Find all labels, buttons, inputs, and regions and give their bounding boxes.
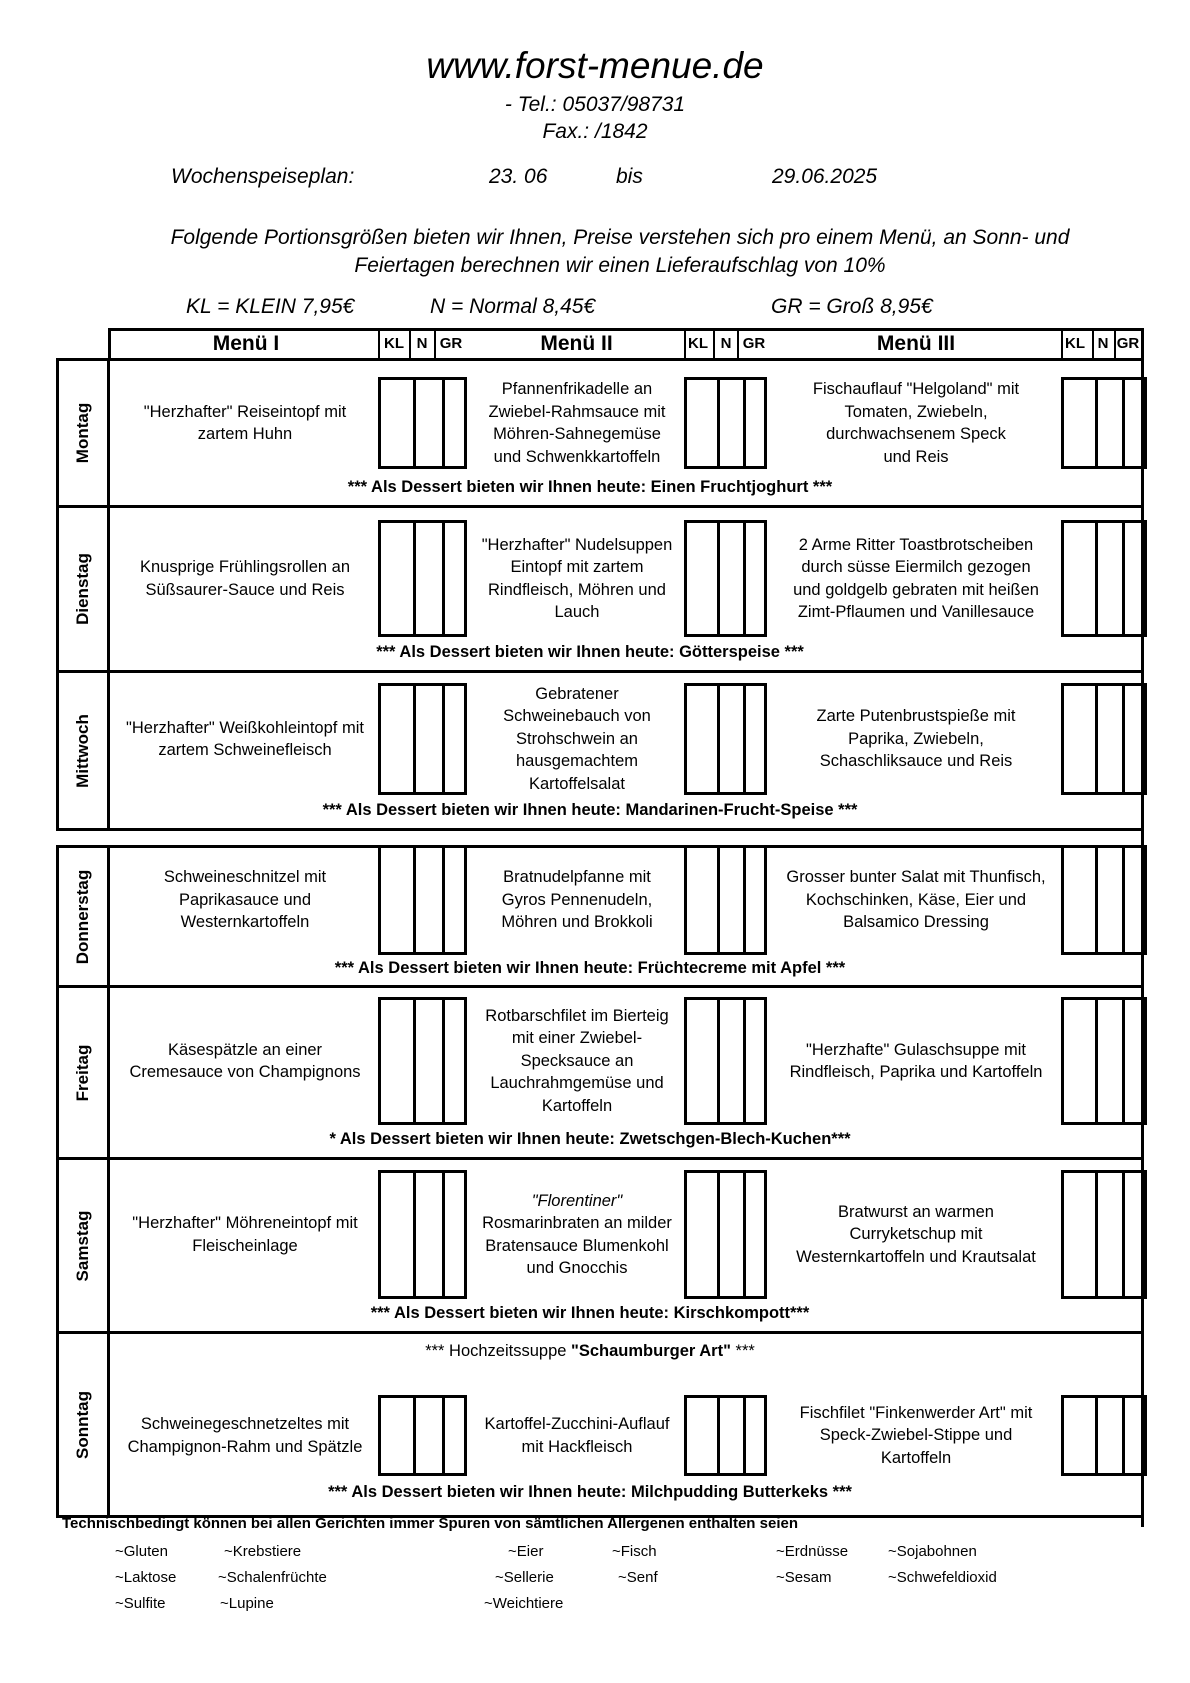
day-label-montag [58,361,107,505]
allergen-item: ~Laktose [115,1569,177,1586]
order-boxes-menu-2[interactable] [684,1170,767,1299]
order-box-divider [717,848,720,952]
day-name: Dienstag [72,553,92,625]
order-box-divider [1122,848,1125,952]
order-box-divider [1095,686,1098,792]
order-boxes-menu-2[interactable] [684,520,767,637]
dish-menu-2: Rotbarschfilet im Bierteig mit einer Zwiebel- Specksauce an Lauchrahmgemüse und Kartoffeln [485,1006,669,1115]
column-gr-3: GR [1116,335,1140,352]
column-menu-1: Menü I [212,332,280,355]
order-box-divider [743,848,746,952]
order-box-divider [442,1173,445,1296]
order-box-divider [413,848,416,952]
plan-label: Wochenspeiseplan: [171,165,355,188]
row-bottom-rule [56,828,1144,831]
day-label-dienstag [58,508,107,670]
dish-menu-3: 2 Arme Ritter Toastbrotscheiben durch süsse Eiermilch gezogen und goldgelb gebraten mit heißen Zimt-Pflaumen und Vanillesauce [793,535,1039,621]
order-box-divider [1122,1000,1125,1122]
order-box-divider [413,1398,416,1473]
allergen-item: ~Erdnüsse [776,1543,849,1560]
order-box-divider [743,686,746,792]
order-box-divider [442,523,445,634]
size-gross: GR = Groß 8,95€ [771,295,933,318]
allergen-item: ~Lupine [220,1595,274,1612]
allergen-item: ~Schwefeldioxid [888,1569,997,1586]
order-box-divider [442,1398,445,1473]
dish-menu-3: "Herzhafte" Gulaschsuppe mit Rindfleisch, Paprika und Kartoffeln [789,1040,1043,1081]
column-gr-1: GR [439,335,463,352]
dish-menu-1: Knusprige Frühlingsrollen an Süßsaurer-Sauce und Reis [139,558,351,599]
special-suffix: *** [730,1342,755,1360]
dessert-line: * Als Dessert bieten wir Ihnen heute: Zwetschgen-Blech-Kuchen*** [329,1130,851,1148]
column-kl-3: KL [1065,335,1085,352]
allergen-item: ~Sojabohnen [888,1543,977,1560]
allergen-item: ~Fisch [612,1543,657,1560]
order-boxes-menu-1[interactable] [378,683,467,795]
order-box-divider [743,1398,746,1473]
order-box-divider [743,1000,746,1122]
order-boxes-menu-1[interactable] [378,997,467,1125]
order-box-divider [1122,523,1125,634]
dish-menu-3: Fischfilet "Finkenwerder Art" mit Speck-Zwiebel-Stippe und Kartoffeln [799,1403,1033,1467]
day-name: Samstag [72,1210,92,1281]
column-menu-3: Menü III [876,332,956,355]
allergen-item: ~Sellerie [495,1569,554,1586]
order-boxes-menu-3[interactable] [1061,845,1147,955]
header-cell-rule [378,328,380,360]
day-label-sonntag [58,1334,107,1515]
order-boxes-menu-1[interactable] [378,377,467,469]
order-box-divider [442,686,445,792]
allergen-item: ~Weichtiere [484,1595,564,1612]
order-box-divider [413,380,416,466]
header-cell-rule [713,328,715,360]
allergen-item: ~Krebstiere [224,1543,302,1560]
order-box-divider [413,1173,416,1296]
order-box-divider [717,380,720,466]
order-box-divider [743,380,746,466]
date-to: 29.06.2025 [772,165,878,188]
order-box-divider [1122,1173,1125,1296]
header-cell-rule [1092,328,1094,360]
row-bottom-rule [56,670,1144,673]
order-box-divider [717,1000,720,1122]
dish-menu-2: Kartoffel-Zucchini-Auflauf mit Hackfleisch [484,1415,670,1456]
order-box-divider [717,1398,720,1473]
column-kl-1: KL [384,335,404,352]
column-menu-2: Menü II [540,332,613,355]
order-box-divider [1122,686,1125,792]
dish-menu-3: Fischauflauf "Helgoland" mit Tomaten, Zwiebeln, durchwachsenem Speck und Reis [812,380,1020,466]
dish-menu-2 [470,1170,684,1299]
allergen-note: Technischbedingt können bei allen Gerichten immer Spuren von sämtlichen Allergenen enthalten seien [62,1515,798,1532]
order-boxes-menu-3[interactable] [1061,683,1147,795]
allergen-item: ~Schalenfrüchte [218,1569,327,1586]
order-box-divider [1095,848,1098,952]
row-bottom-rule [56,1331,1144,1334]
order-box-divider [442,1000,445,1122]
order-box-divider [717,686,720,792]
order-box-divider [1122,1398,1125,1473]
order-boxes-menu-2[interactable] [684,1395,767,1476]
header-cell-rule [1061,328,1063,360]
row-bottom-rule [56,1157,1144,1160]
day-name: Freitag [72,1044,92,1101]
order-box-divider [1095,1398,1098,1473]
date-from: 23. 06 [489,165,548,188]
dish-menu-1: "Herzhafter" Weißkohleintopf mit zartem Schweinefleisch [126,718,364,759]
dish-menu-2: Bratnudelpfanne mit Gyros Pennenudeln, Möhren und Brokkoli [501,868,653,932]
date-separator: bis [616,165,643,188]
dish-menu-1: "Herzhafter" Reiseintopf mit zartem Huhn [143,402,347,443]
order-box-divider [1095,1000,1098,1122]
column-n-3: N [1097,335,1109,352]
row-bottom-rule [56,505,1144,508]
dessert-line: *** Als Dessert bieten wir Ihnen heute: Kirschkompott*** [370,1304,810,1322]
dish-menu-1: Schweinegeschnetzeltes mit Champignon-Rahm und Spätzle [127,1415,363,1456]
order-boxes-menu-3[interactable] [1061,1395,1147,1476]
order-box-divider [442,380,445,466]
intro-text: Folgende Portionsgrößen bieten wir Ihnen, Preise verstehen sich pro einem Menü, an Sonn- und Feiertagen berechnen wir einen Lieferaufschlag von 10% [170,226,1070,277]
order-boxes-menu-2[interactable] [684,377,767,469]
header-bottom-rule [56,358,1144,361]
order-boxes-menu-3[interactable] [1061,377,1147,469]
fax-line: Fax.: /1842 [542,120,648,143]
size-normal: N = Normal 8,45€ [430,295,596,318]
allergen-item: ~Gluten [115,1543,168,1560]
dessert-line: *** Als Dessert bieten wir Ihnen heute: Früchtecreme mit Apfel *** [334,959,846,977]
order-box-divider [743,523,746,634]
day-name: Mittwoch [72,713,92,788]
order-boxes-menu-3[interactable] [1061,520,1147,637]
column-n-1: N [416,335,428,352]
header-cell-rule [1114,328,1116,360]
column-kl-2: KL [688,335,708,352]
dish-menu-3: Bratwurst an warmen Curryketschup mit Westernkartoffeln und Krautsalat [796,1202,1036,1266]
day-label-freitag [58,988,107,1157]
row-bottom-rule [56,985,1144,988]
size-klein: KL = KLEIN 7,95€ [186,295,355,318]
order-boxes-menu-1[interactable] [378,1395,467,1476]
day-label-donnerstag [58,848,107,985]
sunday-special [110,1340,1070,1362]
order-box-divider [413,523,416,634]
order-box-divider [413,686,416,792]
dish-menu-2: Pfannenfrikadelle an Zwiebel-Rahmsauce mit Möhren-Sahnegemüse und Schwenkkartoffeln [488,380,666,466]
special-bold: "Schaumburger Art" [571,1342,731,1360]
dish-menu-2-italic-line: "Florentiner" [531,1191,623,1210]
dish-menu-3: Grosser bunter Salat mit Thunfisch, Kochschinken, Käse, Eier und Balsamico Dressing [786,868,1046,932]
day-label-mittwoch [58,673,107,828]
allergen-item: ~Eier [508,1543,544,1560]
order-boxes-menu-3[interactable] [1061,997,1147,1125]
special-prefix: *** Hochzeitssuppe [425,1342,572,1360]
order-box-divider [1095,380,1098,466]
dessert-line: *** Als Dessert bieten wir Ihnen heute: Milchpudding Butterkeks *** [328,1483,852,1501]
header-cell-rule [737,328,739,360]
telephone-line: - Tel.: 05037/98731 [504,93,686,116]
allergen-item: ~Sulfite [115,1595,166,1612]
allergen-item: ~Senf [618,1569,658,1586]
header-cell-rule [434,328,436,360]
table-right-rule-lower [1141,845,1144,1527]
day-name: Montag [72,402,92,464]
dish-menu-2-text: Rosmarinbraten an milder Bratensauce Blumenkohl und Gnocchis [482,1214,672,1277]
column-n-2: N [720,335,732,352]
day-name: Donnerstag [72,869,92,964]
dish-menu-1: Schweineschnitzel mit Paprikasauce und Westernkartoffeln [163,868,327,932]
day-name: Sonntag [72,1390,92,1459]
column-gr-2: GR [742,335,766,352]
allergen-item: ~Sesam [776,1569,832,1586]
dish-menu-2: Gebratener Schweinebauch von Strohschwein an hausgemachtem Kartoffelsalat [503,684,651,793]
order-box-divider [717,1173,720,1296]
order-boxes-menu-2[interactable] [684,845,767,955]
dish-menu-1: Käsespätzle an einer Cremesauce von Champignons [129,1040,361,1081]
order-box-divider [717,523,720,634]
order-boxes-menu-1[interactable] [378,520,467,637]
header-cell-rule [684,328,686,360]
order-box-divider [442,848,445,952]
dessert-line: *** Als Dessert bieten wir Ihnen heute: Mandarinen-Frucht-Speise *** [322,801,858,819]
dessert-line: *** Als Dessert bieten wir Ihnen heute: Einen Fruchtjoghurt *** [347,478,833,496]
order-boxes-menu-3[interactable] [1061,1170,1147,1299]
order-box-divider [743,1173,746,1296]
header-cell-rule [409,328,411,360]
dish-menu-3: Zarte Putenbrustspieße mit Paprika, Zwiebeln, Schaschliksauce und Reis [816,707,1016,771]
order-boxes-menu-1[interactable] [378,1170,467,1299]
website-title: www.forst-menue.de [426,45,764,86]
order-boxes-menu-1[interactable] [378,845,467,955]
order-box-divider [413,1000,416,1122]
order-box-divider [1122,380,1125,466]
dish-menu-2: "Herzhafter" Nudelsuppen Eintopf mit zartem Rindfleisch, Möhren und Lauch [481,535,673,621]
dessert-line: *** Als Dessert bieten wir Ihnen heute: Götterspeise *** [376,643,804,661]
day-label-samstag [58,1160,107,1331]
order-boxes-menu-2[interactable] [684,683,767,795]
order-boxes-menu-2[interactable] [684,997,767,1125]
dish-menu-1: "Herzhafter" Möhreneintopf mit Fleischeinlage [132,1214,358,1255]
order-box-divider [1095,1173,1098,1296]
order-box-divider [1095,523,1098,634]
